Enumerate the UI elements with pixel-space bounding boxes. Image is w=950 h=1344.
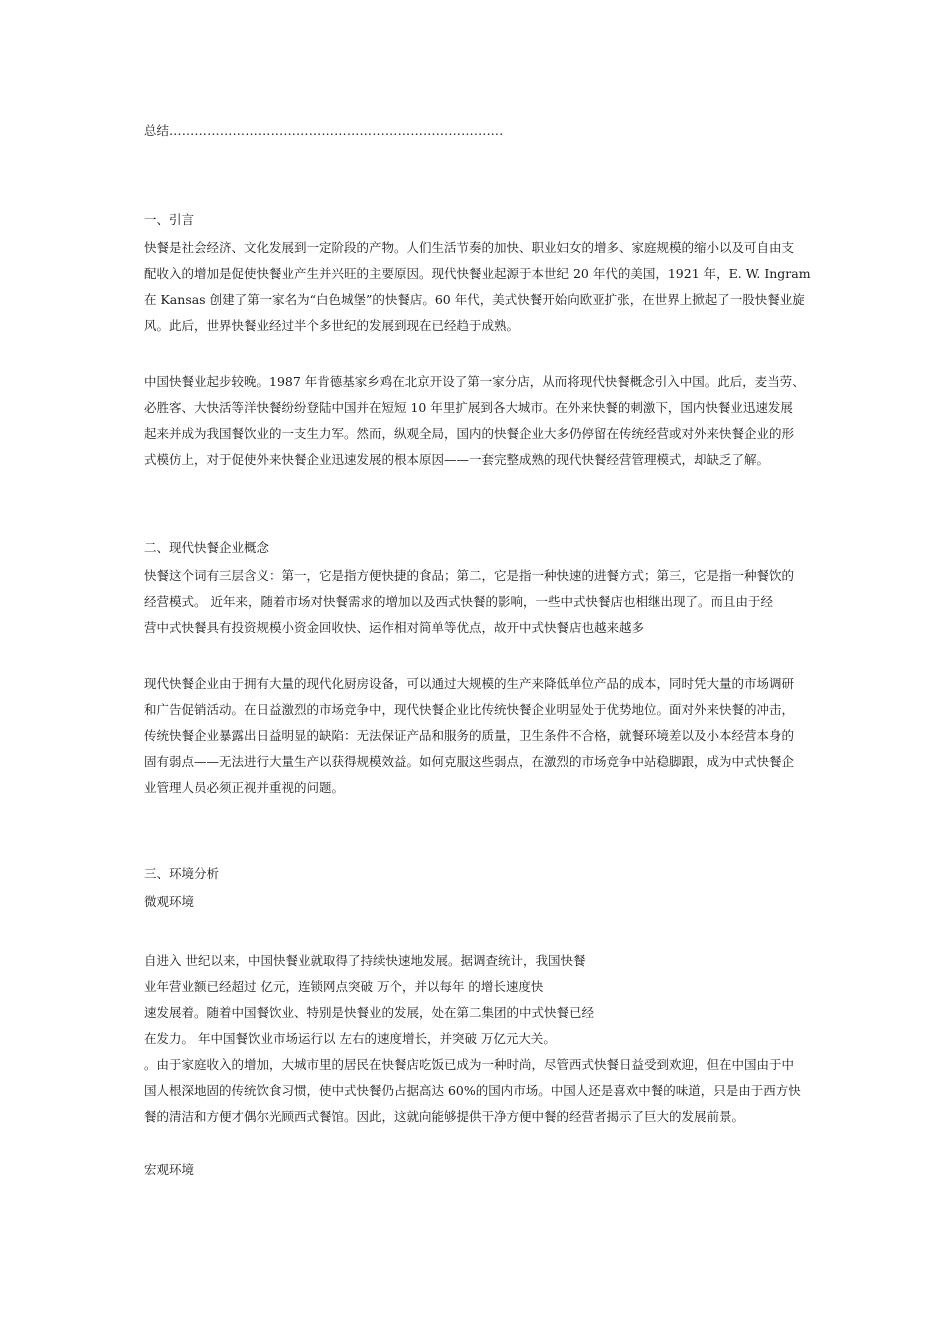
paragraph-line: 中国快餐业起步较晚。1987 年肯德基家乡鸡在北京开设了第一家分店，从而将现代快餐概念引入中国。此后，麦当劳、: [144, 374, 805, 389]
paragraph-line: 经营模式。 近年来，随着市场对快餐需求的增加以及西式快餐的影响，一些中式快餐店也相继出现了。而且由于经: [144, 594, 773, 609]
paragraph-line: 快餐是社会经济、文化发展到一定阶段的产物。人们生活节奏的加快、职业妇女的增多、家庭规模的缩小以及可自由支: [144, 240, 795, 255]
section-heading-environment: 三、环境分析: [144, 866, 220, 881]
paragraph-line: 快餐这个词有三层含义：第一，它是指方便快捷的食品；第二，它是指一种快速的进餐方式；第三，它是指一种餐饮的: [144, 568, 795, 583]
subheading-macro-environment: 宏观环境: [144, 1162, 195, 1177]
section-heading-concept: 二、现代快餐企业概念: [144, 540, 270, 555]
paragraph-line: 传统快餐企业暴露出日益明显的缺陷：无法保证产品和服务的质量，卫生条件不合格，就餐环境差以及小本经营本身的: [144, 728, 795, 743]
paragraph-line: 业年营业额已经超过 亿元，连锁网点突破 万个，并以每年 的增长速度快: [144, 979, 544, 994]
toc-entry: [144, 123, 503, 139]
paragraph-concept-1: [144, 563, 810, 641]
paragraph-micro-environment: [144, 948, 810, 1130]
paragraph-line: 风。此后，世界快餐业经过半个多世纪的发展到现在已经趋于成熟。: [144, 318, 520, 333]
paragraph-line: 起来并成为我国餐饮业的一支生力军。然而，纵观全局，国内的快餐企业大多仍停留在传统经营或对外来快餐企业的形: [144, 426, 795, 441]
paragraph-line: 速发展着。随着中国餐饮业、特别是快餐业的发展，处在第二集团的中式快餐已经: [144, 1005, 595, 1020]
paragraph-line: 。由于家庭收入的增加，大城市里的居民在快餐店吃饭已成为一种时尚，尽管西式快餐日益受到欢迎，但在中国由于中: [144, 1057, 795, 1072]
paragraph-line: 在 Kansas 创建了第一家名为“白色城堡”的快餐店。60 年代，美式快餐开始向欧亚扩张，在世界上掀起了一股快餐业旋: [144, 292, 805, 307]
paragraph-line: 必胜客、大快活等洋快餐纷纷登陆中国并在短短 10 年里扩展到各大城市。在外来快餐的刺激下，国内快餐业迅速发展: [144, 400, 793, 415]
paragraph-line: 在发力。 年中国餐饮业市场运行以 左右的速度增长，并突破 万亿元大关。: [144, 1031, 556, 1046]
section-heading-introduction: 一、引言: [144, 212, 195, 227]
toc-leader-dots: …………………………………………………………………….: [169, 123, 504, 138]
subheading-micro-environment: 微观环境: [144, 894, 195, 909]
paragraph-line: 餐的清洁和方便才偶尔光顾西式餐馆。因此，这就向能够提供干净方便中餐的经营者揭示了巨大的发展前景。: [144, 1109, 745, 1124]
paragraph-line: 自进入 世纪以来，中国快餐业就取得了持续快速地发展。据调查统计，我国快餐: [144, 953, 586, 968]
paragraph-intro-2: [144, 369, 810, 473]
paragraph-line: 固有弱点——无法进行大量生产以获得规模效益。如何克服这些弱点，在激烈的市场竞争中站稳脚跟，成为中式快餐企: [144, 754, 795, 769]
paragraph-concept-2: [144, 671, 810, 801]
paragraph-line: 和广告促销活动。在日益激烈的市场竞争中，现代快餐企业比传统快餐企业明显处于优势地位。面对外来快餐的冲击，: [144, 702, 795, 717]
toc-label: 总结: [144, 123, 170, 138]
paragraph-intro-1: [144, 235, 810, 339]
paragraph-line: 配收入的增加是促使快餐业产生并兴旺的主要原因。现代快餐业起源于本世纪 20 年代的美国，1921 年，E. W. Ingram: [144, 266, 811, 281]
paragraph-line: 国人根深地固的传统饮食习惯，使中式快餐仍占据高达 60%的国内市场。中国人还是喜欢中餐的味道，只是由于西方快: [144, 1083, 801, 1098]
paragraph-line: 式模仿上，对于促使外来快餐企业迅速发展的根本原因——一套完整成熟的现代快餐经营管理模式，却缺乏了解。: [144, 452, 770, 467]
paragraph-line: 现代快餐企业由于拥有大量的现代化厨房设备，可以通过大规模的生产来降低单位产品的成本，同时凭大量的市场调研: [144, 676, 795, 691]
paragraph-line: 业管理人员必须正视并重视的问题。: [144, 780, 345, 795]
paragraph-line: 营中式快餐具有投资规模小资金回收快、运作相对简单等优点，故开中式快餐店也越来越多: [144, 620, 645, 635]
